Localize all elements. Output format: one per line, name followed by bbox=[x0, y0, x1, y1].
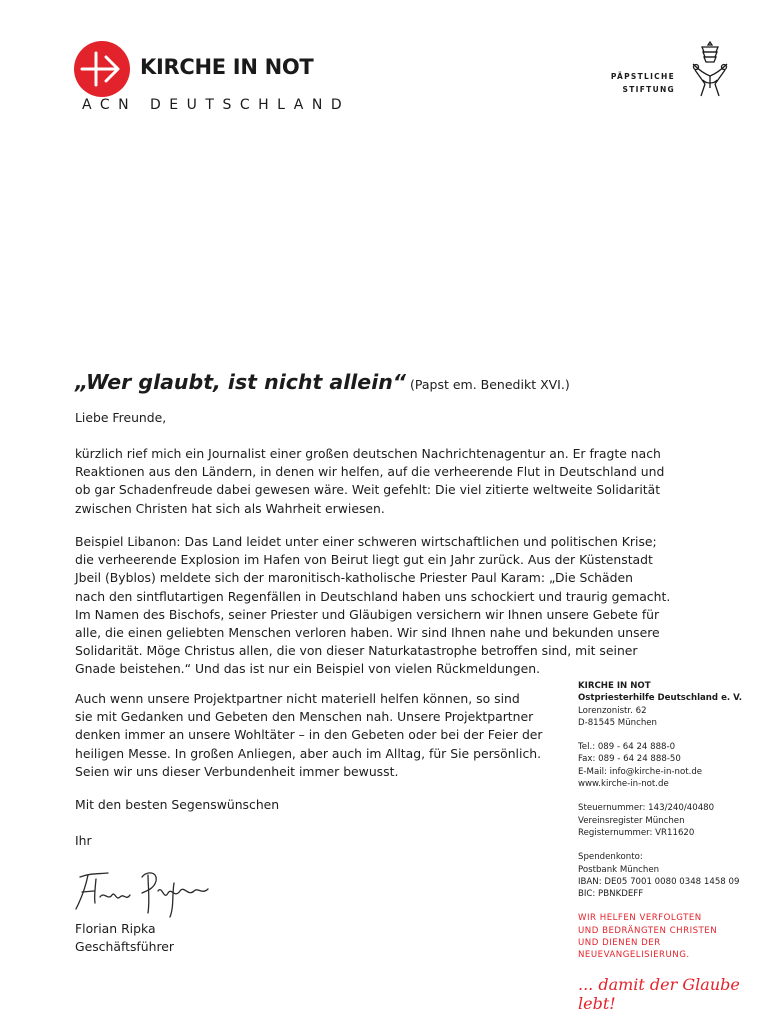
org-subtitle: ACN DEUTSCHLAND bbox=[82, 97, 351, 113]
letter-paragraph-2: Beispiel Libanon: Das Land leidet unter einer schweren wirtschaftlichen und politischen Krise; die verheerende Explosion im Hafen von Beirut liegt gut ein Jahr zurück. Aus der Küstenstadt Jbeil (Byblos) meldete sich der maronitisch-katholische Priester Paul Karam: „Die Schäden nach den sintflutartigen Regenfällen in Deutschland haben uns schockiert und traurig gemacht. Im Namen des Bischofs, seiner Priester und Gläubigen versichern wir Ihnen unsere Gebete für alle, die einen geliebten Menschen verloren haben. Wir sind Ihnen nahe und bekunden unsere Solidarität. Möge Christus allen, die von dieser Naturkatastrophe betroffen sind, mit seiner Gnade beistehen.“ Und das ist nur ein Beispiel von vielen Rückmeldungen. bbox=[75, 534, 671, 677]
contact-block: Tel.: 089 - 64 24 888-0 Fax: 089 - 64 24 888-50 E-Mail: info@kirche-in-not.de www.kirche-in-not.de bbox=[578, 741, 763, 790]
letter-closing: Mit den besten Segenswünschen bbox=[75, 797, 280, 812]
slogan: ... damit der Glaube lebt! bbox=[578, 975, 740, 1013]
headline-quote: „Wer glaubt, ist nicht allein“ bbox=[75, 370, 407, 394]
bank-block: Spendenkonto: Postbank München IBAN: DE05 7001 0080 0348 1458 09 BIC: PBNKDEFF bbox=[578, 852, 740, 900]
letter-paragraph-3: Auch wenn unsere Projektpartner nicht materiell helfen können, so sind sie mit Gedanken und Gebeten den Menschen nah. Unsere Projektpartner denken immer an unsere Wohltäter – in den Gebeten oder bei der Feier der heiligen Messe. In großen Anliegen, aber auch im Alltag, für Sie persönlich. Seien wir uns dieser Verbundenheit immer bewusst. bbox=[75, 691, 543, 779]
mission-statement: WIR HELFEN VERFOLGTEN UND BEDRÄNGTEN CHRISTEN UND DIENEN DER NEUEVANGELISIERUNG. bbox=[578, 913, 718, 961]
handwritten-signature bbox=[70, 865, 220, 920]
kirche-in-not-logo bbox=[73, 40, 131, 98]
website-link[interactable]: www.kirche-in-not.de bbox=[578, 779, 669, 790]
letter-paragraph-1: kürzlich rief mich ein Journalist einer großen deutschen Nachrichtenagentur an. Er fragte nach Reaktionen aus den Ländern, in denen wir helfen, auf die verheerende Flut in Deutschland und ob gar Schadenfreude dabei gewesen wäre. Weit gefehlt: Die viel zitierte weltweite Solidarität zwischen Christen hat sich als Wahrheit erwiesen. bbox=[75, 446, 665, 516]
registration-block: Steuernummer: 143/240/40480 Vereinsregister München Registernummer: VR11620 bbox=[578, 803, 715, 838]
org-name: KIRCHE IN NOT bbox=[140, 55, 314, 79]
address-block: KIRCHE IN NOT Ostpriesterhilfe Deutschland e. V. Lorenzonistr. 62 D-81545 München bbox=[578, 681, 742, 728]
sidebar-contact bbox=[578, 680, 763, 974]
email-link[interactable]: E-Mail: info@kirche-in-not.de bbox=[578, 766, 703, 777]
signer-title: Geschäftsführer bbox=[75, 939, 175, 955]
letter-greeting: Liebe Freunde, bbox=[75, 410, 167, 425]
letter-headline bbox=[75, 370, 675, 394]
headline-attribution: (Papst em. Benedikt XVI.) bbox=[410, 377, 570, 392]
papal-coat-of-arms-icon bbox=[685, 40, 735, 98]
pontifical-foundation-label: PÄPSTLICHE STIFTUNG bbox=[610, 72, 675, 94]
letter-ihr: Ihr bbox=[75, 833, 92, 848]
signer-name: Florian Ripka bbox=[75, 921, 156, 936]
